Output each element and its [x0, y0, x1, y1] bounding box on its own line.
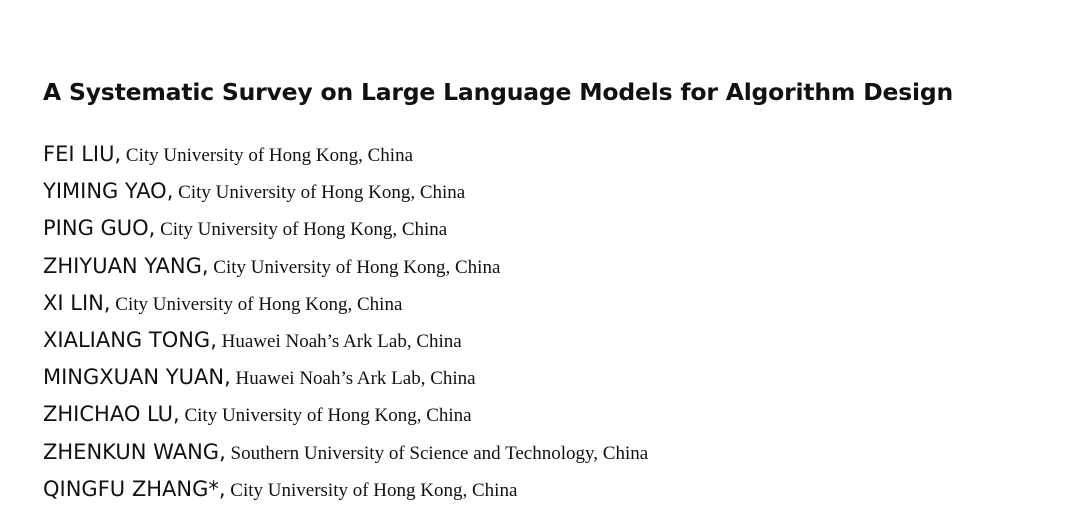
author-entry — [43, 210, 648, 247]
author-affiliation: Huawei Noah’s Ark Lab, China — [230, 368, 476, 390]
author-affiliation: City University of Hong Kong, China — [179, 405, 472, 427]
author-affiliation: City University of Hong Kong, China — [173, 182, 466, 204]
author-entry — [43, 248, 648, 285]
paper-title: A Systematic Survey on Large Language Models for Algorithm Design — [43, 78, 954, 106]
author-affiliation: Huawei Noah’s Ark Lab, China — [216, 330, 462, 352]
author-list — [43, 136, 648, 508]
author-affiliation: City University of Hong Kong, China — [155, 219, 448, 241]
author-entry — [43, 434, 648, 471]
author-name: FEI LIU, — [43, 142, 122, 166]
author-affiliation: City University of Hong Kong, China — [208, 256, 501, 278]
author-entry — [43, 396, 648, 433]
author-name: QINGFU ZHANG*, — [43, 476, 226, 501]
author-name: ZHIYUAN YANG, — [43, 253, 209, 278]
author-affiliation: City University of Hong Kong, China — [225, 479, 518, 501]
author-name: PING GUO, — [43, 216, 156, 241]
author-name: ZHICHAO LU, — [43, 402, 180, 427]
author-entry — [43, 359, 648, 396]
author-entry — [43, 322, 648, 359]
author-name: MINGXUAN YUAN, — [43, 365, 231, 390]
author-entry — [43, 471, 648, 508]
author-affiliation: City University of Hong Kong, China — [110, 293, 403, 315]
author-name: YIMING YAO, — [43, 179, 174, 204]
author-entry — [43, 136, 648, 173]
author-affiliation: City University of Hong Kong, China — [121, 145, 414, 166]
author-affiliation: Southern University of Science and Technology, China — [225, 442, 649, 464]
author-name: XIALIANG TONG, — [43, 327, 217, 352]
author-name: XI LIN, — [43, 290, 111, 315]
author-entry — [43, 173, 648, 210]
author-entry — [43, 285, 648, 322]
author-name: ZHENKUN WANG, — [43, 439, 226, 464]
